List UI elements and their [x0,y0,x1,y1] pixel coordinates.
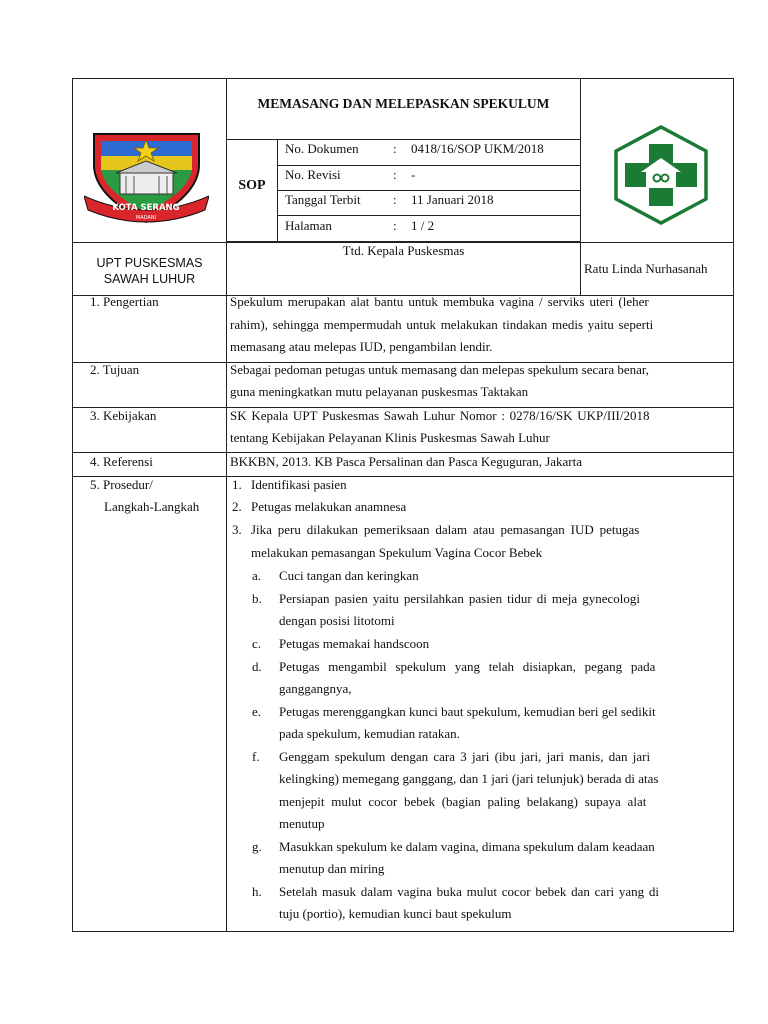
signer-name: Ratu Linda Nurhasanah [584,261,708,276]
substep-letter: e. [252,704,262,719]
column-divider [226,295,227,932]
section-label: 3. Kebijakan [90,408,157,423]
section-label: 4. Referensi [90,454,153,469]
org-name-line1: UPT PUSKESMAS [96,256,203,270]
substep-text: tuju (portio), kemudian kunci baut spekulum [279,906,512,921]
section-label: 5. Prosedur/ [90,477,153,492]
logo-text-bottom: MADANI [135,215,157,221]
substep-text: Masukkan spekulum ke dalam vagina, dimana spekulum dalam keadaan [279,839,655,854]
sop-label: SOP [238,178,266,193]
step-text: Jika peru dilakukan pemeriksaan dalam atau pemasangan IUD petugas [251,522,640,537]
substep-text: menutup dan miring [279,861,385,876]
step-number: 1. [232,477,242,492]
field-separator: : [393,167,397,182]
row-divider [72,476,734,477]
section-line: BKKBN, 2013. KB Pasca Persalinan dan Pasca Keguguran, Jakarta [230,454,583,469]
substep-letter: c. [252,636,262,651]
substep-text: menjepit mulut cocor bebek (bagian paling belakang) supaya alat [279,794,647,809]
section-label: Langkah-Langkah [104,499,200,514]
field-separator: : [393,141,397,156]
section-line: tentang Kebijakan Pelayanan Klinis Puskesmas Sawah Luhur [230,430,550,445]
field-divider [277,165,581,166]
section-line: Spekulum merupakan alat bantu untuk membuka vagina / serviks uteri (leher [230,294,649,309]
substep-text: menutup [279,816,325,831]
field-value: 0418/16/SOP UKM/2018 [411,141,544,156]
substep-letter: f. [252,749,260,764]
field-value: 11 Januari 2018 [411,192,494,207]
field-separator: : [393,192,397,207]
org-name-line2: SAWAH LUHUR [103,272,196,286]
substep-letter: b. [252,591,262,606]
field-label: No. Dokumen [285,141,359,156]
field-divider [277,215,581,216]
substep-text: pada spekulum, kemudian ratakan. [279,726,460,741]
step-text: Identifikasi pasien [251,477,347,492]
substep-text: Cuci tangan dan keringkan [279,568,419,583]
section-line: guna meningkatkan mutu pelayanan puskesmas Taktakan [230,384,529,399]
substep-text: kelingking) memegang ganggang, dan 1 jari (jari telunjuk) berada di atas [279,771,659,786]
substep-text: Petugas merenggangkan kunci baut spekulum, kemudian beri gel sedikit [279,704,656,719]
field-label: No. Revisi [285,167,341,182]
substep-letter: a. [252,568,262,583]
step-text: Petugas melakukan anamnesa [251,499,407,514]
substep-text: Genggam spekulum dengan cara 3 jari (ibu jari, jari manis, dan jari [279,749,651,764]
field-separator: : [393,218,397,233]
field-value: 1 / 2 [411,218,435,233]
field-label: Halaman [285,218,332,233]
substep-letter: g. [252,839,262,854]
substep-text: Setelah masuk dalam vagina buka mulut cocor bebek dan cari yang di [279,884,660,899]
section-line: SK Kepala UPT Puskesmas Sawah Luhur Nomor : 0278/16/SK UKP/III/2018 [230,408,650,423]
kota-serang-logo [84,126,209,226]
row-divider [72,452,734,453]
signature-label: Ttd. Kepala Puskesmas [342,243,465,258]
logo-text-top: KOTA SERANG [112,203,180,213]
substep-text: ganggangnya, [279,681,352,696]
step-text: melakukan pemasangan Spekulum Vagina Cocor Bebek [251,545,543,560]
step-number: 3. [232,522,242,537]
section-line: rahim), sehingga mempermudah untuk melakukan tindakan medis yaitu seperti [230,317,654,332]
substep-letter: h. [252,884,262,899]
step-number: 2. [232,499,242,514]
section-line: Sebagai pedoman petugas untuk memasang dan melepas spekulum secara benar, [230,362,649,377]
section-label: 2. Tujuan [90,362,140,377]
document-title: MEMASANG DAN MELEPASKAN SPEKULUM [257,96,550,111]
substep-text: Persiapan pasien yaitu persilahkan pasien tidur di meja gynecologi [279,591,640,606]
section-line: memasang atau melepas IUD, pengambilan lendir. [230,339,493,354]
field-value: - [411,167,416,182]
substep-text: Petugas memakai handscoon [279,636,430,651]
substep-text: Petugas mengambil spekulum yang telah disiapkan, pegang pada [279,659,656,674]
puskesmas-logo [611,124,711,226]
section-label: 1. Pengertian [90,294,159,309]
field-label: Tanggal Terbit [285,192,361,207]
substep-text: dengan posisi litotomi [279,613,395,628]
substep-letter: d. [252,659,262,674]
field-divider [277,190,581,191]
